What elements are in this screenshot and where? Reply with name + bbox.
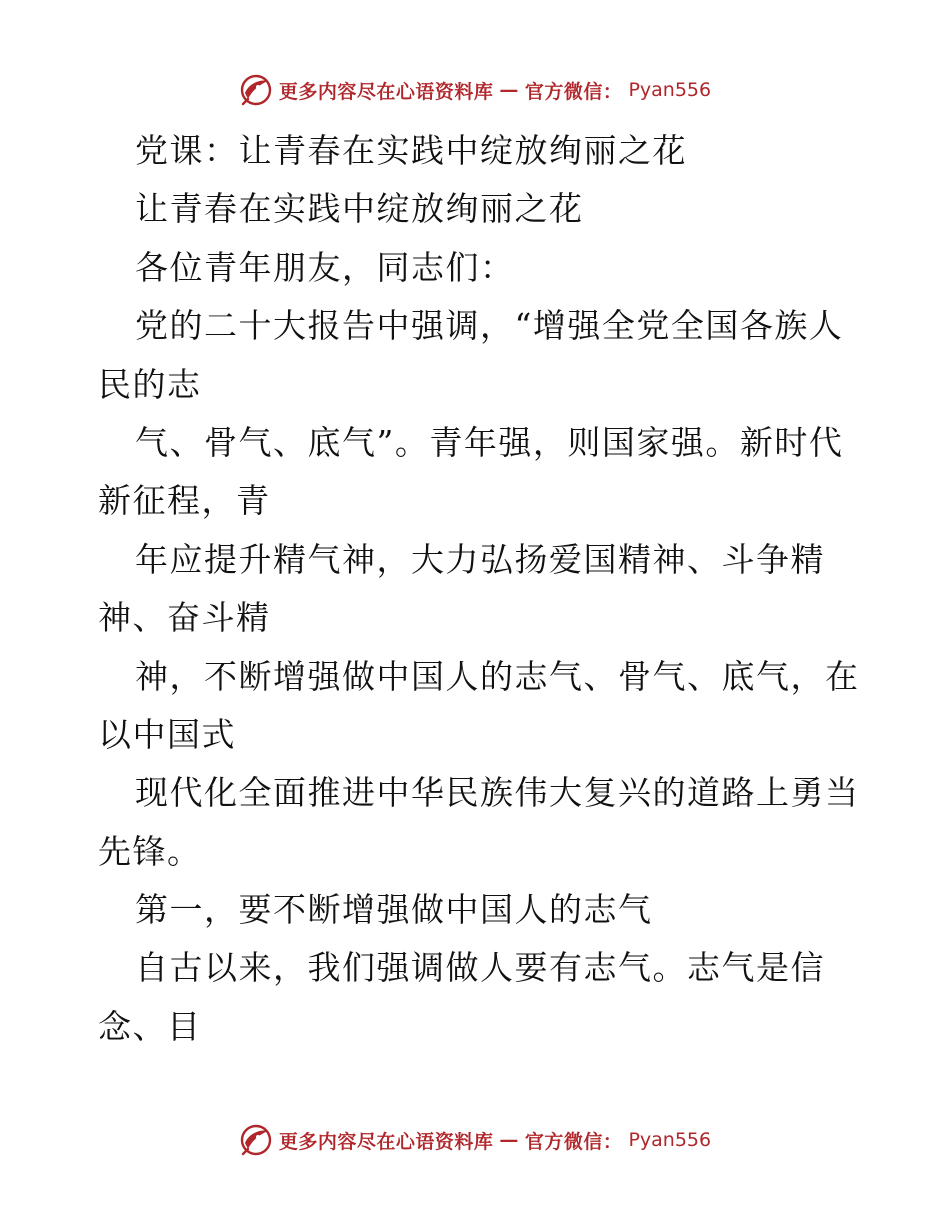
paragraph-line: 以中国式 bbox=[98, 714, 236, 754]
banner-dash: — bbox=[499, 1129, 519, 1151]
banner-slogan: 更多内容尽在心语资料库 bbox=[278, 80, 494, 103]
paragraph-line: 党的二十大报告中强调，“增强全党全国各族人 bbox=[135, 306, 844, 346]
pen-nib-logo-icon bbox=[239, 1123, 273, 1157]
paragraph-line: 神，不断增强做中国人的志气、骨气、底气，在 bbox=[135, 656, 860, 696]
header-banner bbox=[0, 70, 950, 110]
paragraph-line: 年应提升精气神，大力弘扬爱国精神、斗争精 bbox=[135, 539, 825, 579]
pen-nib-logo-icon bbox=[239, 73, 273, 107]
banner-wechat-label: 官方微信： bbox=[524, 80, 623, 103]
document-body bbox=[98, 122, 858, 1056]
paragraph-line: 先锋。 bbox=[98, 831, 202, 871]
footer-banner bbox=[0, 1120, 950, 1160]
paragraph-line: 现代化全面推进中华民族伟大复兴的道路上勇当 bbox=[135, 773, 860, 813]
banner-slogan: 更多内容尽在心语资料库 bbox=[278, 1130, 494, 1153]
salutation-line: 各位青年朋友，同志们： bbox=[135, 247, 515, 287]
subtitle-line: 让青春在实践中绽放绚丽之花 bbox=[135, 189, 584, 229]
paragraph-line: 民的志 bbox=[98, 364, 202, 404]
banner-dash: — bbox=[499, 79, 519, 101]
paragraph-line: 自古以来，我们强调做人要有志气。志气是信 bbox=[135, 948, 825, 988]
paragraph-line: 神、奋斗精 bbox=[98, 598, 271, 638]
section-heading: 第一，要不断增强做中国人的志气 bbox=[135, 890, 653, 930]
banner-wechat-id: Pyan556 bbox=[628, 79, 712, 101]
title-line: 党课：让青春在实践中绽放绚丽之花 bbox=[135, 131, 687, 170]
paragraph-line: 新征程，青 bbox=[98, 481, 271, 521]
paragraph-line: 气、骨气、底气”。青年强，则国家强。新时代 bbox=[135, 422, 844, 462]
banner-wechat-label: 官方微信： bbox=[524, 1130, 623, 1153]
banner-wechat-id: Pyan556 bbox=[628, 1129, 712, 1151]
paragraph-line: 念、目 bbox=[98, 1006, 202, 1046]
